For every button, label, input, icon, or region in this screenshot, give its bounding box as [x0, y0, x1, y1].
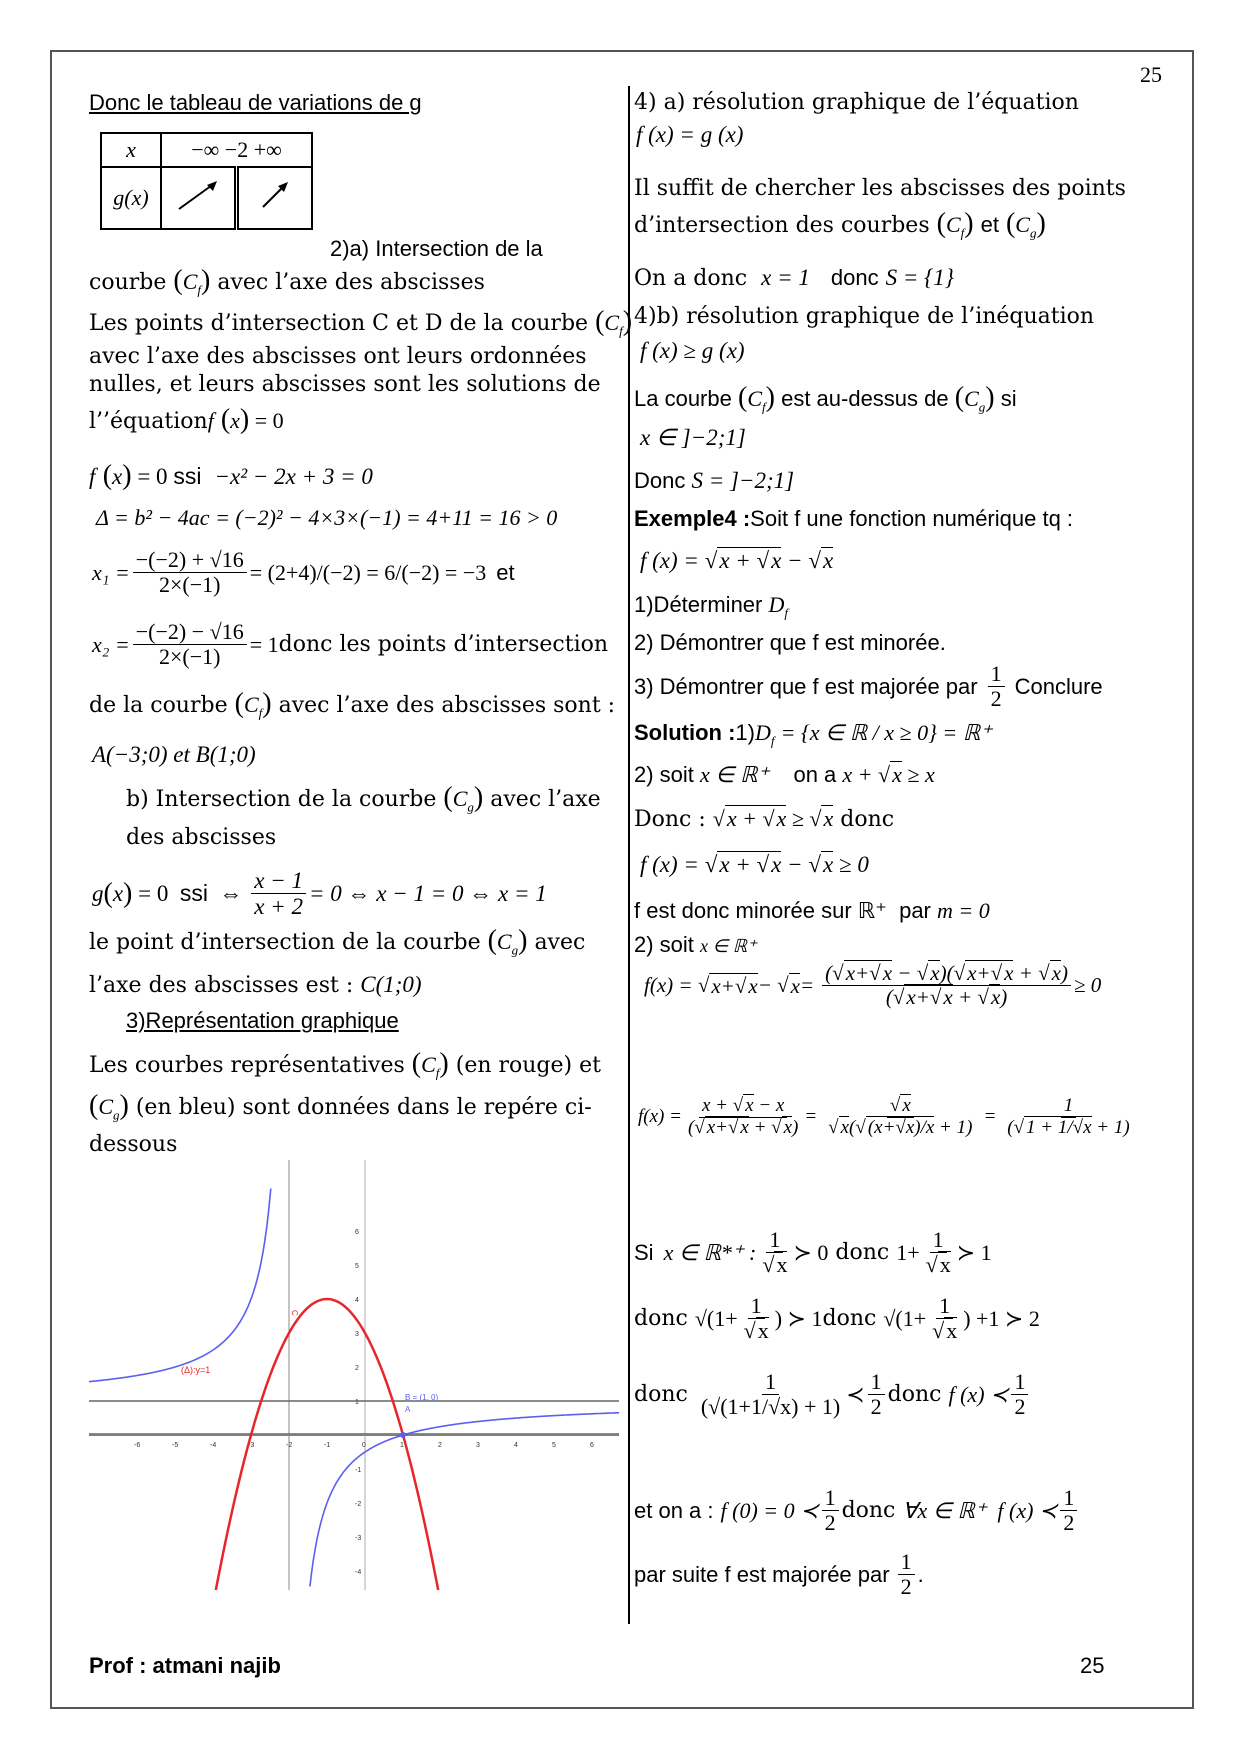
- sol-1: 1): [735, 720, 755, 745]
- sb-c: des abscisses: [126, 825, 277, 850]
- table-x-label: x: [126, 137, 136, 162]
- page-number-bottom: 25: [1080, 1653, 1105, 1678]
- points-A-B: A(−3;0) et B(1;0): [92, 742, 256, 767]
- s4b-heading: 4)b) résolution graphique de l’inéquation: [634, 304, 1095, 329]
- donc-d: donc: [887, 1382, 942, 1408]
- page-number-top: 25: [1140, 62, 1162, 87]
- y-tick-label: 3: [355, 1331, 359, 1338]
- q1: 1)Déterminer: [634, 592, 763, 617]
- p7-b: est au-dessus de: [781, 386, 949, 411]
- x1-rest: = (2+4)/(−2) = 6/(−2) = −3: [249, 559, 487, 585]
- p2-a: de la courbe: [89, 693, 228, 718]
- p1-line2: avec l’axe des abscisses ont leurs ordonnées: [89, 344, 587, 369]
- s4a-heading: 4) a) résolution graphique de l’équation: [634, 90, 1079, 115]
- example4-function: f (x) = √x + √x − √x: [640, 548, 834, 573]
- p6-a: On a donc: [634, 266, 748, 291]
- table-gx-label: g(x): [113, 185, 149, 210]
- graph-axes: [89, 1160, 619, 1590]
- p7-a: La courbe: [634, 386, 732, 411]
- s2-a: 2) soit: [634, 762, 694, 787]
- p4-a: Les courbes représentatives: [89, 1053, 405, 1078]
- p6-d: S = {1}: [885, 265, 954, 290]
- x1-denominator: 2×(−1): [159, 572, 221, 598]
- x-tick-label: 0: [362, 1442, 366, 1449]
- sb-b: avec l’axe: [490, 787, 601, 812]
- p5-line2: d’intersection des courbes: [634, 213, 930, 238]
- section-2a: 2)a) Intersection de la: [330, 236, 543, 261]
- donc-a: donc: [634, 1306, 688, 1332]
- x1-label: x₁ =: [92, 559, 130, 585]
- donc-c: donc: [634, 1382, 688, 1408]
- si-label: Si: [634, 1239, 654, 1265]
- donc-e: donc: [841, 1498, 896, 1524]
- q2: 2) Démontrer que f est minorée.: [634, 630, 946, 655]
- p3-a: le point d’intersection de la courbe: [89, 930, 481, 955]
- eq1-ssi: ssi: [173, 463, 202, 489]
- p3-c: l’axe des abscisses est :: [89, 973, 354, 998]
- footer-author: Prof : atmani najib: [89, 1653, 281, 1678]
- x-tick-label: -4: [210, 1442, 217, 1449]
- sol-domain: = {x ∈ ℝ / x ≥ 0} = ℝ⁺: [780, 720, 992, 745]
- x-tick-label: -5: [172, 1442, 179, 1449]
- line-label: (Δ):y=1: [181, 1365, 211, 1375]
- x1-et: et: [496, 559, 515, 585]
- heading-variations: Donc le tableau de variations de g: [89, 90, 422, 115]
- point-B-marker: [400, 1432, 406, 1438]
- y-tick-label: 2: [355, 1365, 359, 1372]
- s2a-courbe: courbe: [89, 270, 167, 295]
- p6-b: x = 1: [761, 265, 810, 290]
- x2-numerator: −(−2) − √16: [133, 620, 247, 645]
- x2-rest: = 1: [249, 631, 279, 657]
- x-tick-label: 2: [438, 1442, 442, 1449]
- solution-title: Solution :: [634, 720, 736, 745]
- x-tick-label: 5: [552, 1442, 556, 1449]
- p4-d: dessous: [89, 1132, 178, 1157]
- curve-cg-blue-right: [310, 1412, 619, 1586]
- s2-b: on a: [793, 762, 837, 787]
- x-tick-label: -3: [248, 1442, 255, 1449]
- p8-a: Donc: [634, 468, 686, 493]
- q3-b: Conclure: [1014, 673, 1103, 699]
- y-tick-label: -2: [355, 1501, 362, 1508]
- example4-title: Exemple4 :: [634, 506, 751, 531]
- p6-c: donc: [830, 265, 879, 290]
- p4-c: (en bleu) sont données dans le repére ci-: [135, 1095, 592, 1120]
- minor-b: par: [899, 898, 931, 923]
- p5-line1: Il suffit de chercher les abscisses des points: [634, 176, 1126, 201]
- point-A-label: A: [405, 1405, 411, 1414]
- p5-et: et: [980, 212, 999, 237]
- s4b-inequation: f (x) ≥ g (x): [640, 338, 745, 363]
- p7-interval: x ∈ ]−2;1]: [640, 425, 746, 450]
- f-nonneg: f (x) = √x + √x − √x ≥ 0: [640, 852, 869, 877]
- section-3-heading: 3)Représentation graphique: [126, 1008, 399, 1033]
- x-tick-label: -1: [324, 1442, 331, 1449]
- function-graph: [89, 1160, 619, 1590]
- final-a: par suite f est majorée par: [634, 1561, 890, 1587]
- p3-b: avec: [534, 930, 586, 955]
- p4-b: (en rouge) et: [455, 1053, 601, 1078]
- x2-label: x₂ =: [92, 631, 130, 657]
- delta-equation: Δ = b² − 4ac = (−2)² − 4×3×(−1) = 4+11 = 16 > 0: [96, 505, 558, 530]
- y-tick-label: 1: [355, 1399, 359, 1406]
- donc-label: Donc :: [634, 807, 706, 832]
- conjugate-expression: f(x) = √ x+√x − √ x = $\frac{(√x+√x - √x)(√x+√x + √x)}{(√x+√x + √x)}$ ≥ 0: [644, 961, 1102, 1010]
- p2-b: avec l’axe des abscisses sont :: [278, 693, 616, 718]
- x-tick-label: -2: [286, 1442, 293, 1449]
- increasing-arrow-icon: [173, 175, 223, 215]
- y-tick-label: -1: [355, 1467, 362, 1474]
- point-B-label: B = (1, 0): [405, 1393, 439, 1402]
- y-tick-label: -3: [355, 1535, 362, 1542]
- simplification: f(x) = $\frac{x + √ x - x}{(√ x+√ x + √ x)}$ = $\frac{√ x}{√ x(√ (x+√x)/x + 1)}$ = $\frac{1}{(√ 1 + 1/√x + 1)}$: [638, 1095, 1130, 1138]
- minor-a: f est donc minorée sur: [634, 898, 852, 923]
- minor-c: m = 0: [937, 898, 990, 923]
- p1-line1: Les points d’intersection C et D de la courbe: [89, 311, 589, 336]
- y-tick-label: 6: [355, 1229, 359, 1236]
- sb-a: b) Intersection de la courbe: [126, 787, 437, 812]
- p1-line3: nulles, et leurs abscisses sont les solutions de: [89, 372, 601, 397]
- x-tick-label: 1: [400, 1442, 404, 1449]
- gx-ssi: ssi: [179, 880, 208, 907]
- curve-cg-blue-left: [89, 1189, 271, 1383]
- final-b: .: [917, 1561, 924, 1587]
- x2-denominator: 2×(−1): [159, 644, 221, 670]
- s2b: 2) soit: [634, 932, 694, 957]
- p3-point: C(1;0): [360, 972, 422, 997]
- p7-c: si: [1000, 386, 1017, 411]
- x1-numerator: −(−2) + √16: [133, 548, 247, 573]
- x2-text: donc les points d’intersection: [278, 632, 609, 658]
- s4a-equation: f (x) = g (x): [636, 122, 744, 147]
- x-tick-label: 3: [476, 1442, 480, 1449]
- y-tick-label: 5: [355, 1263, 359, 1270]
- table-x-values: −∞ −2 +∞: [191, 137, 282, 162]
- donc-b: donc: [822, 1306, 877, 1332]
- q3-a: 3) Démontrer que f est majorée par: [634, 673, 978, 699]
- p8-b: S = ]−2;1]: [691, 468, 795, 493]
- eton-label: et on a :: [634, 1497, 714, 1523]
- example4-text: Soit f une fonction numérique tq :: [750, 506, 1074, 531]
- variations-table: [100, 132, 313, 230]
- increasing-arrow-icon: [255, 175, 295, 215]
- point-C-label: C: [290, 1310, 299, 1316]
- x-tick-label: 4: [514, 1442, 518, 1449]
- si-donc: donc: [835, 1240, 890, 1266]
- donc-2: donc: [840, 807, 895, 832]
- s2a-text: avec l’axe des abscisses: [217, 270, 485, 295]
- p1-line4: l’’équation: [89, 409, 208, 434]
- x-tick-label: 6: [590, 1442, 594, 1449]
- x-tick-label: -6: [134, 1442, 141, 1449]
- y-tick-label: 4: [355, 1297, 359, 1304]
- y-tick-label: -4: [355, 1569, 362, 1576]
